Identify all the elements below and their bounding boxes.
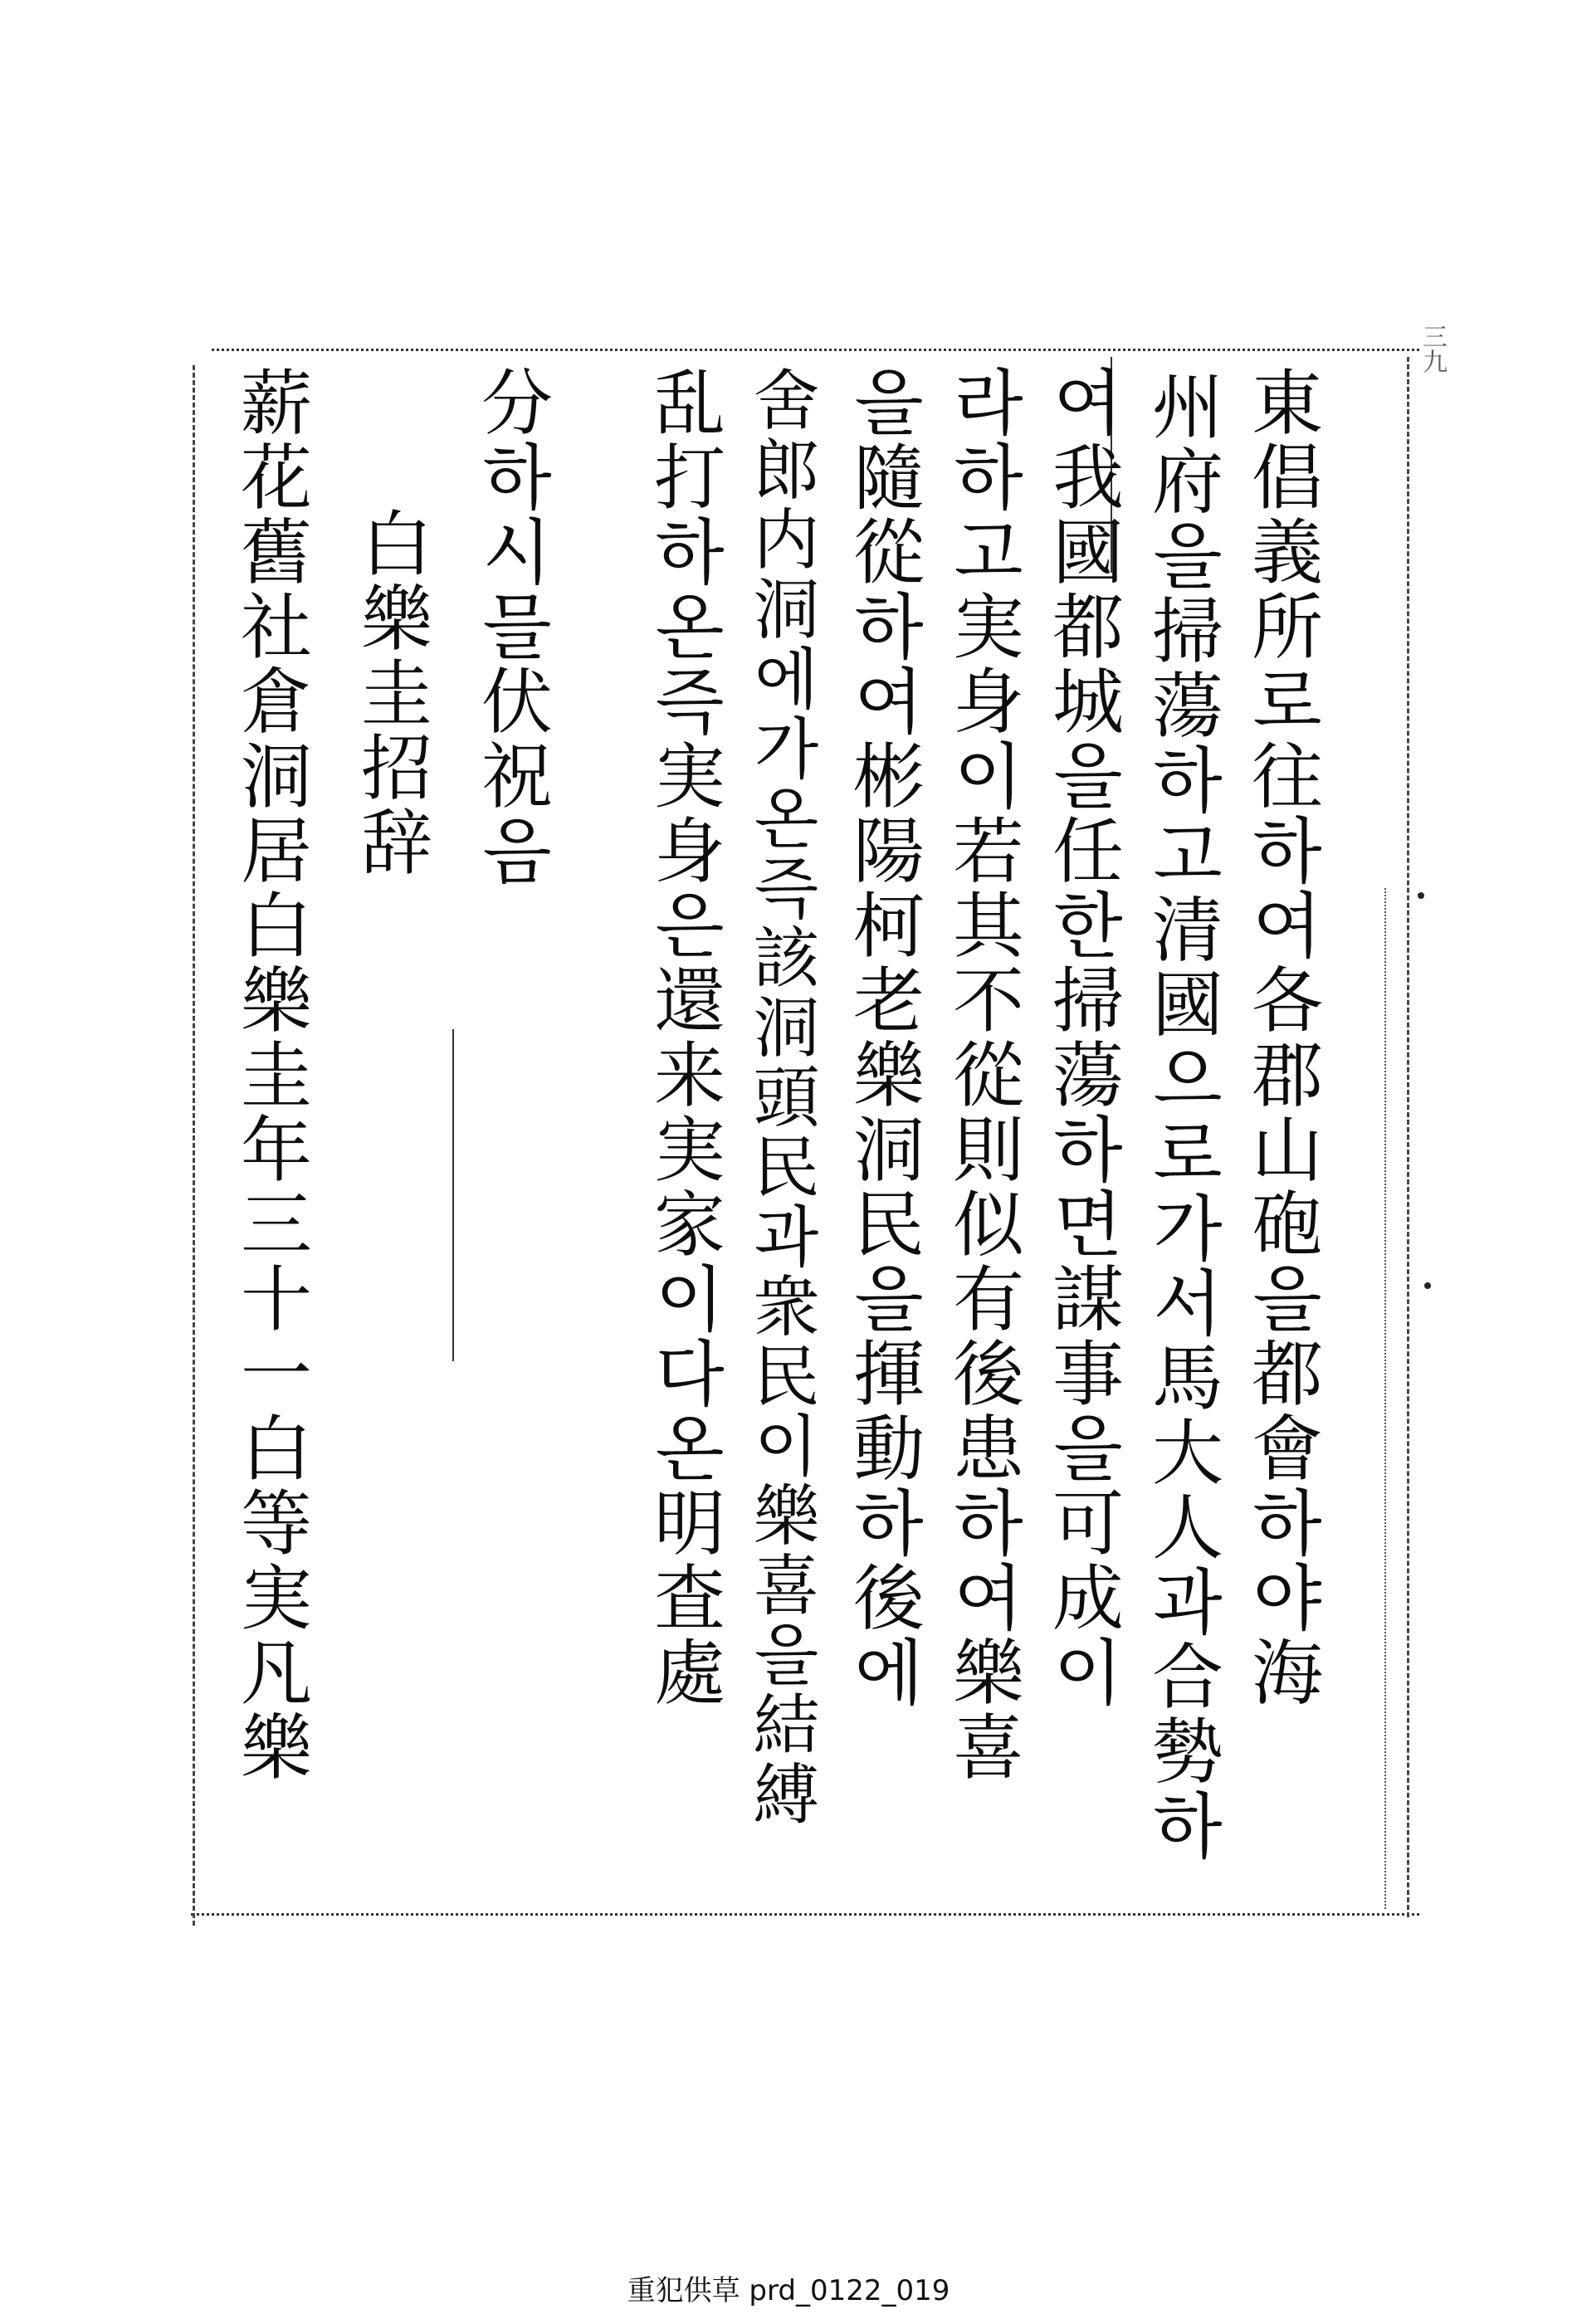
page-caption: 重犯供草 prd_0122_019 (627, 2274, 950, 2307)
text-column-5: 을隨從하여彬陽柯老樂洞民을揮動하後에 (841, 365, 924, 1710)
text-column-3: 여我國都城을任한掃蕩하면謀事을可成이 (1040, 365, 1123, 1710)
text-column-7: 乱打하온즉実身은還来実家이다온明査處 (642, 365, 725, 1710)
text-column-6: 舍郎内洞에가온즉該洞頭民과衆民이樂喜을結縛 (742, 365, 819, 1829)
text-column-4: 라하고実身이若其不從則似有後患하여樂喜 (940, 365, 1023, 1784)
frame-top-line (212, 349, 1419, 351)
ink-speck (1418, 892, 1424, 899)
text-column-10: 薪花舊社倉洞居白樂圭年三十一白等実凡樂 (228, 365, 311, 1784)
section-heading: 白樂圭招辞 (349, 506, 432, 880)
frame-bottom-line (191, 1913, 1419, 1916)
text-column-2: 州府을掃蕩하고清國으로가서馬大人과合勢하 (1140, 369, 1223, 1863)
ink-speck (1424, 1282, 1431, 1289)
text-column-8: 分하시믈伏祝음 (469, 365, 552, 888)
column-separator-line (452, 1029, 454, 1361)
frame-left-line (193, 365, 195, 1926)
frame-right-inner-line (1384, 888, 1386, 1909)
frame-right-line (1407, 357, 1409, 1917)
text-column-1: 東倡義所로往하여各郡山砲을都會하야海 (1239, 365, 1322, 1710)
margin-note: 三九 (1418, 324, 1447, 374)
